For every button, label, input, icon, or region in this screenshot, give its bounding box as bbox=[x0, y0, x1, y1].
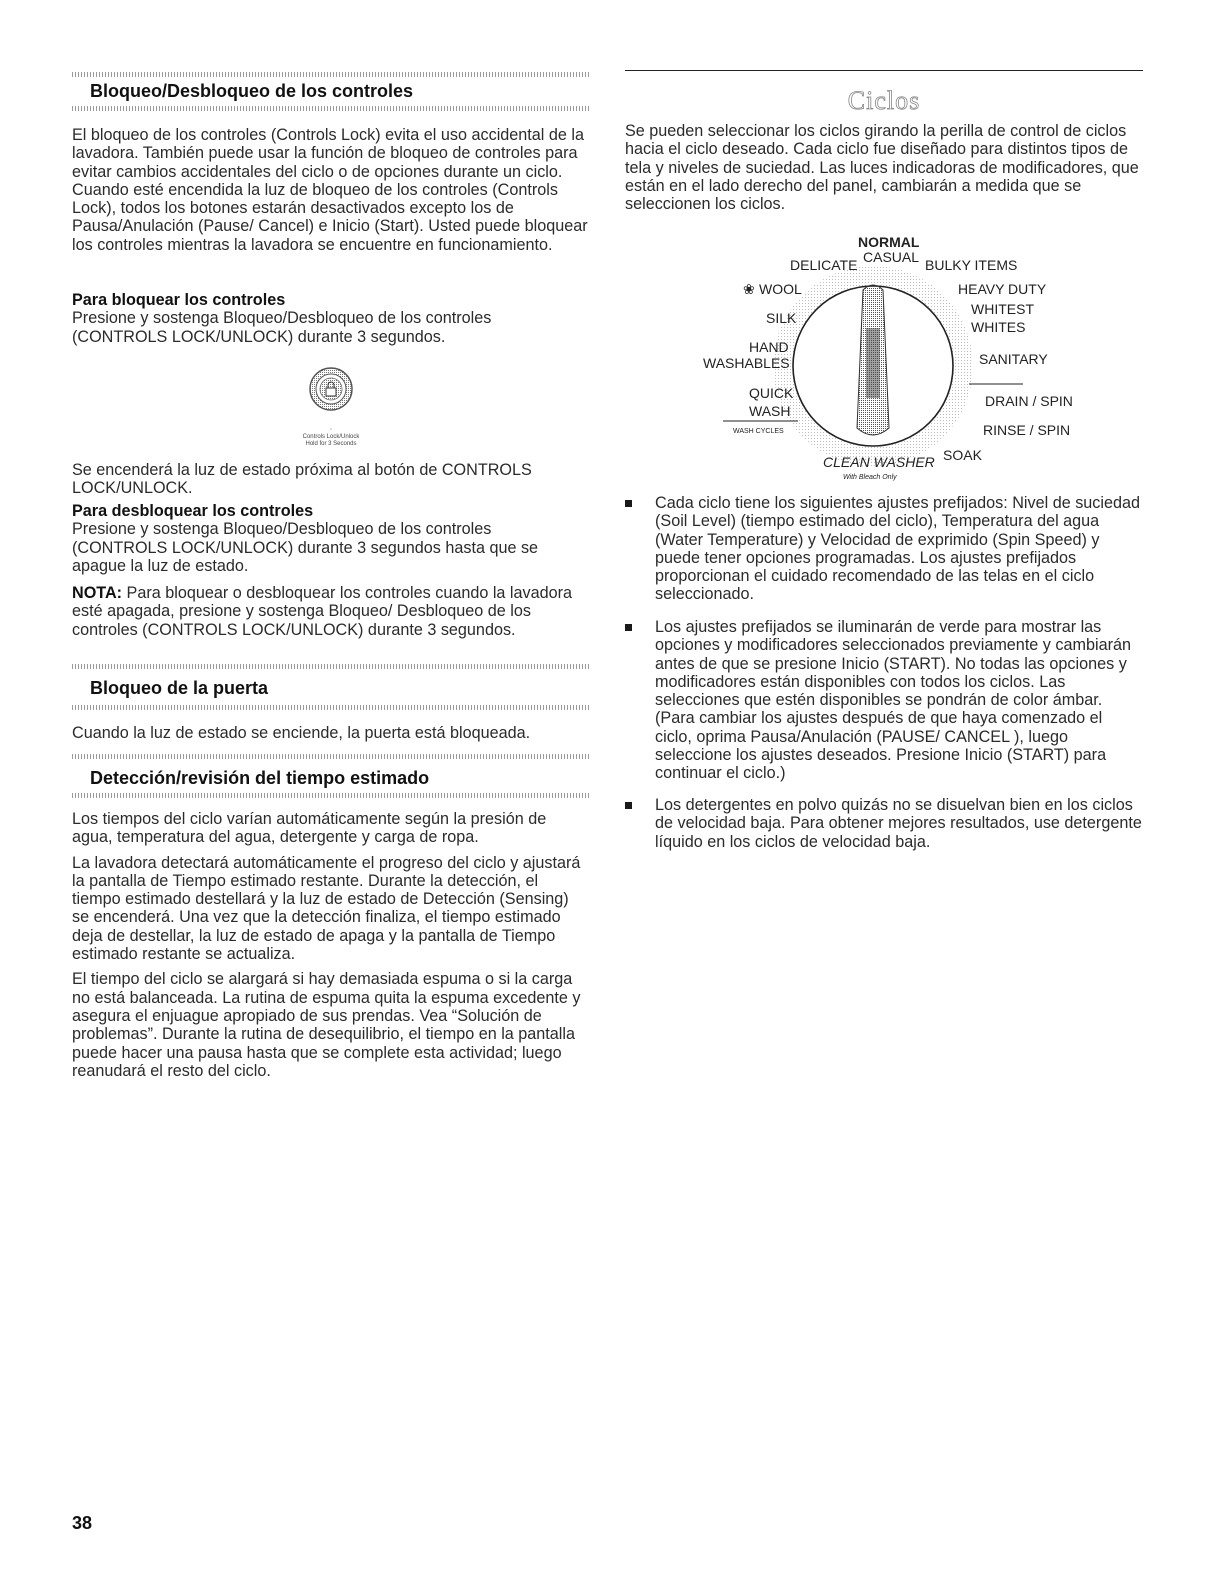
status-light-icon: ◦ bbox=[329, 427, 333, 433]
section-title: Bloqueo de la puerta bbox=[90, 678, 269, 698]
bullet-text: Cada ciclo tiene los siguientes ajustes prefijados: Nivel de suciedad (Soil Level) (tiempo estimado del ciclo), Temperatura del agua (Water Temperature) y Velocidad de exprimido (Spin Speed) y puede tener opciones programadas. Los ajustes prefijados proporcionan el cuidado recomendado de las telas en el ciclo seleccionado. bbox=[655, 494, 1141, 604]
unlock-text: Presione y sostenga Bloqueo/Desbloqueo de los controles (CONTROLS LOCK/UNLOCK) durante 3 segundos hasta que se apague la luz de estado. bbox=[72, 520, 539, 575]
bullet-square-icon bbox=[625, 500, 632, 507]
cycle-dial-diagram bbox=[703, 228, 1073, 483]
label-casual: CASUAL bbox=[863, 249, 920, 265]
time-estimate-block bbox=[72, 810, 590, 1080]
top-rule bbox=[625, 70, 1143, 71]
note-text: Para bloquear o desbloquear los controles cuando la lavadora esté apagada, presione y sostenga Bloqueo/ Desbloqueo de los controles (CONTROLS LOCK/UNLOCK) durante 3 segundos. bbox=[72, 584, 573, 639]
note-label: NOTA: bbox=[72, 584, 123, 602]
label-rinse-spin: RINSE / SPIN bbox=[983, 422, 1071, 438]
label-quick: QUICK bbox=[749, 385, 794, 401]
unlock-instructions-block bbox=[72, 502, 590, 575]
label-bulky: BULKY ITEMS bbox=[925, 257, 1018, 273]
hatch-rule bbox=[72, 72, 590, 77]
label-whites: WHITES bbox=[971, 319, 1026, 335]
section-title: Bloqueo/Desbloqueo de los controles bbox=[90, 81, 414, 101]
label-silk: SILK bbox=[766, 310, 797, 326]
button-caption-line2: Hold for 3 Seconds bbox=[305, 441, 357, 447]
unlock-heading: Para desbloquear los controles bbox=[72, 502, 314, 520]
time-p3: El tiempo del ciclo se alargará si hay demasiada espuma o si la carga no está balanceada. La rutina de espuma quita la espuma excedente y asegura el enjuague apropiado de sus prendas. Vea “Solución de problemas”. Durante la rutina de desequilibrio, el tiempo en la pantalla puede hacer una pausa hasta que se complete esta actividad; luego reanudará el resto del ciclo. bbox=[72, 970, 581, 1080]
hatch-rule bbox=[72, 705, 590, 710]
lock-instructions-block bbox=[72, 291, 590, 346]
label-sanitary: SANITARY bbox=[979, 351, 1048, 367]
bullet-square-icon bbox=[625, 802, 632, 809]
status-light-text: Se encenderá la luz de estado próxima al botón de CONTROLS LOCK/UNLOCK. bbox=[72, 461, 532, 498]
label-wash-cycles: WASH CYCLES bbox=[733, 428, 784, 435]
lock-button-icon bbox=[308, 366, 354, 412]
page-number: 38 bbox=[72, 1513, 93, 1533]
lock-heading: Para bloquear los controles bbox=[72, 291, 286, 309]
lock-text: Presione y sostenga Bloqueo/Desbloqueo de los controles (CONTROLS LOCK/UNLOCK) durante 3 segundos. bbox=[72, 309, 492, 346]
label-soak: SOAK bbox=[943, 447, 982, 463]
controls-lock-button-figure bbox=[72, 366, 590, 448]
ciclos-title: Ciclos bbox=[847, 86, 921, 115]
light-text-block bbox=[72, 461, 590, 498]
section-title: Detección/revisión del tiempo estimado bbox=[90, 768, 430, 788]
wool-icon: ❀ bbox=[743, 281, 755, 297]
knob-grip bbox=[866, 328, 880, 398]
label-heavy: HEAVY DUTY bbox=[958, 281, 1047, 297]
label-hand: HAND bbox=[749, 339, 789, 355]
label-wash: WASH bbox=[749, 403, 791, 419]
section-header-controls-lock bbox=[72, 72, 590, 111]
label-wool: WOOL bbox=[759, 281, 802, 297]
label-delicate: DELICATE bbox=[790, 257, 858, 273]
label-normal: NORMAL bbox=[858, 234, 920, 250]
hatch-rule bbox=[72, 793, 590, 798]
label-whitest: WHITEST bbox=[971, 301, 1034, 317]
label-bleach-only: With Bleach Only bbox=[843, 474, 897, 481]
door-lock-text: Cuando la luz de estado se enciende, la puerta está bloqueada. bbox=[72, 724, 531, 742]
note-block bbox=[72, 584, 590, 639]
section-header-time-estimate bbox=[72, 754, 590, 798]
controls-lock-intro-block bbox=[72, 126, 590, 254]
button-caption-line1: Controls Lock/Unlock bbox=[302, 434, 360, 440]
hatch-rule bbox=[72, 664, 590, 669]
door-lock-block bbox=[72, 724, 590, 742]
bullet-text: Los ajustes prefijados se iluminarán de verde para mostrar las opciones y modificadores seleccionados previamente y cambiarán antes de que se presione Inicio (START). No todas las opciones y modificadores están disponibles con todos los ciclos. Las selecciones que estén disponibles se pondrán de color ámbar. (Para cambiar los ajustes después de que haya comenzado el ciclo, oprima Pausa/Anulación (PAUSE/ CANCEL ), luego seleccione los ajustes deseados. Presione Inicio (START) para continuar el ciclo.) bbox=[655, 618, 1131, 783]
note-paragraph bbox=[72, 584, 590, 639]
ciclos-intro-block bbox=[625, 122, 1143, 213]
time-p2: La lavadora detectará automáticamente el progreso del ciclo y ajustará la pantalla de Tiempo estimado restante. Durante la detección, el tiempo estimado destellará y la luz de estado de Detección (Sensing) se encenderá. Una vez que la detección finaliza, el tiempo estimado deja de destellar, la luz de estado de apaga y la pantalla de Tiempo estimado restante se actualiza. bbox=[72, 853, 581, 964]
section-header-door-lock bbox=[72, 664, 590, 710]
controls-lock-intro: El bloqueo de los controles (Controls Lock) evita el uso accidental de la lavadora. También puede usar la función de bloqueo de controles para evitar cambios accidentales del ciclo o de opciones durante un ciclo. Cuando esté encendida la luz de bloqueo de los controles (Controls Lock), todos los botones estarán desactivados excepto los de Pausa/Anulación (Pause/ Cancel) e Inicio (Start). Usted puede bloquear los controles mientras la lavadora se encuentre en funcionamiento. bbox=[72, 126, 588, 254]
ciclos-intro: Se pueden seleccionar los ciclos girando la perilla de control de ciclos hacia el ciclo deseado. Cada ciclo fue diseñado para distintos tipos de tela y niveles de suciedad. Las luces indicadoras de modificadores, que están en el lado derecho del panel, cambiarán a medida que se seleccionen los ciclos. bbox=[625, 122, 1139, 214]
bullet-text: Los detergentes en polvo quizás no se disuelvan bien en los ciclos de velocidad baja. Para obtener mejores resultados, use detergente líquido en los ciclos de velocidad baja. bbox=[655, 796, 1142, 851]
hatch-rule bbox=[72, 754, 590, 759]
bullet-square-icon bbox=[625, 624, 632, 631]
label-clean-washer: CLEAN WASHER bbox=[823, 454, 935, 470]
hatch-rule bbox=[72, 106, 590, 111]
time-p1: Los tiempos del ciclo varían automáticamente según la presión de agua, temperatura del agua, detergente y carga de ropa. bbox=[72, 810, 547, 847]
label-washables: WASHABLES bbox=[703, 355, 790, 371]
label-drain-spin: DRAIN / SPIN bbox=[985, 393, 1073, 409]
